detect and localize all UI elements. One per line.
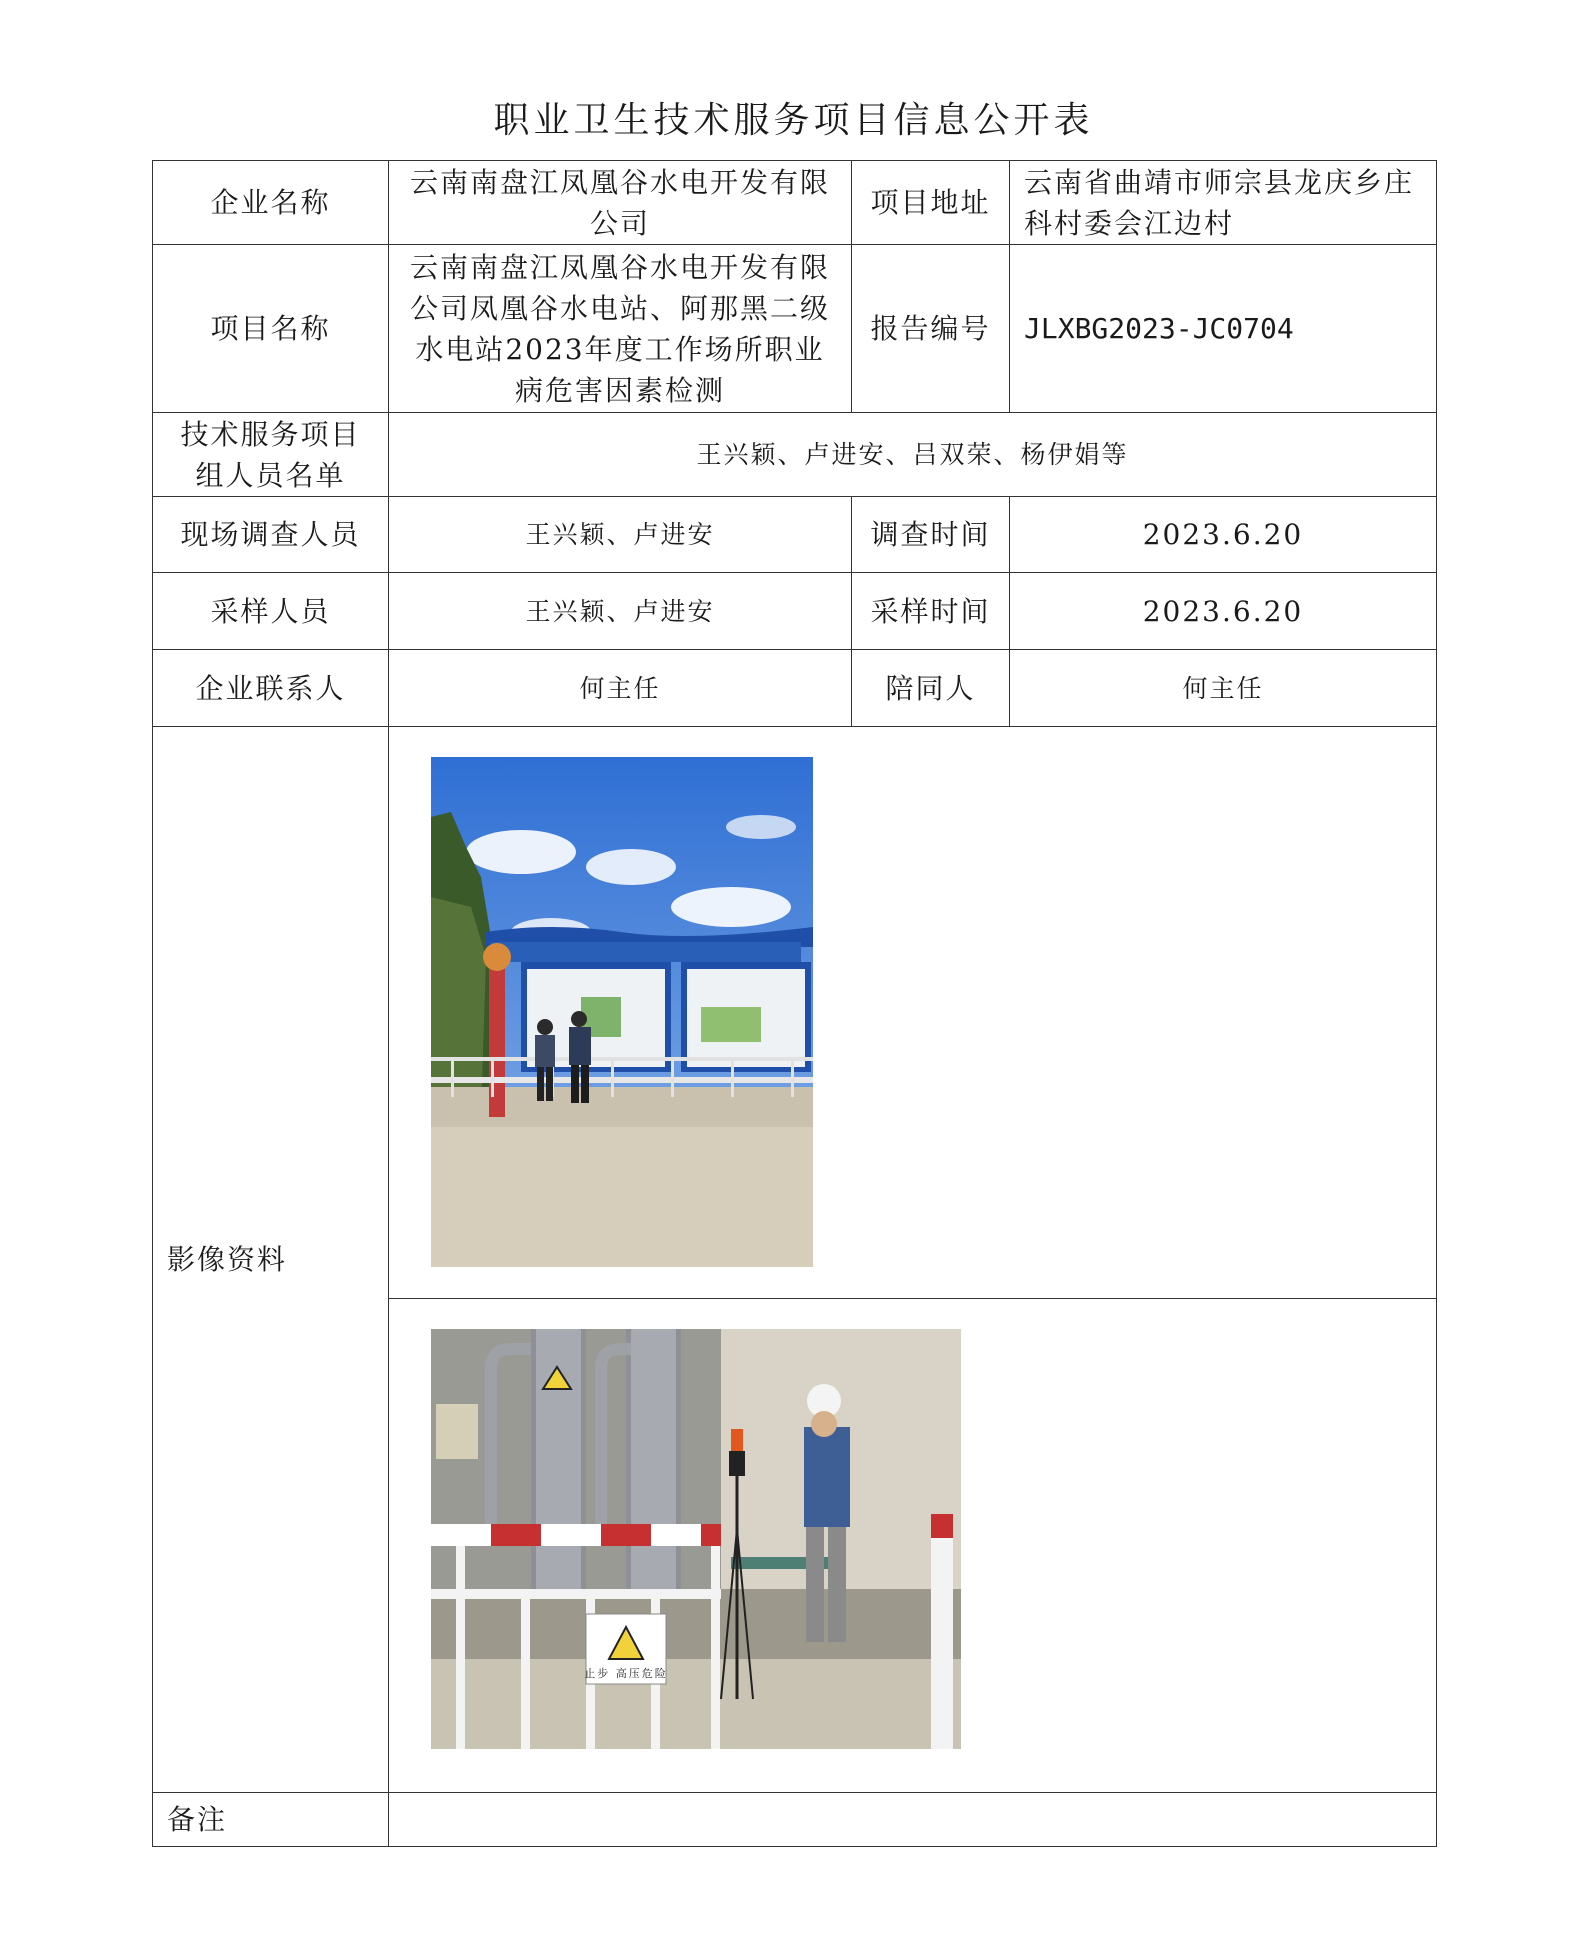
sampling-staff-label: 采样人员 [153,573,389,650]
row-remarks [153,1793,1437,1847]
team-label: 技术服务项目组人员名单 [153,413,389,497]
survey-staff-label: 现场调查人员 [153,497,389,573]
survey-time-value: 2023.6.20 [1010,497,1437,573]
warning-sign-text: 止步 高压危险 [584,1667,668,1680]
row-project [153,245,1437,413]
photo-cell-2 [389,1299,1437,1793]
project-name-label: 项目名称 [153,245,389,413]
team-value: 王兴颖、卢进安、吕双荣、杨伊娟等 [389,413,1437,497]
escort-label: 陪同人 [852,650,1010,727]
row-team [153,413,1437,497]
row-sampling [153,573,1437,650]
contact-label: 企业联系人 [153,650,389,727]
sampling-time-label: 采样时间 [852,573,1010,650]
survey-staff-value: 王兴颖、卢进安 [389,497,852,573]
escort-value: 何主任 [1010,650,1437,727]
sampling-time-value: 2023.6.20 [1010,573,1437,650]
survey-time-label: 调查时间 [852,497,1010,573]
row-contact [153,650,1437,727]
report-no-label: 报告编号 [852,245,1010,413]
project-address-label: 项目地址 [852,161,1010,245]
project-name-value: 云南南盘江凤凰谷水电开发有限公司凤凰谷水电站、阿那黑二级水电站2023年度工作场所职业病危害因素检测 [389,245,852,413]
info-table [152,160,1437,1847]
remarks-label: 备注 [153,1793,389,1847]
contact-value: 何主任 [389,650,852,727]
row-survey [153,497,1437,573]
row-images-1 [153,727,1437,1299]
photo-cell-1 [389,727,1437,1299]
company-name-value: 云南南盘江凤凰谷水电开发有限公司 [389,161,852,245]
document-title: 职业卫生技术服务项目信息公开表 [493,100,1094,141]
report-no-value: JLXBG2023-JC0704 [1010,245,1437,413]
photo-substation-measurement [431,1329,961,1749]
company-name-label: 企业名称 [153,161,389,245]
sampling-staff-value: 王兴颖、卢进安 [389,573,852,650]
project-address-value: 云南省曲靖市师宗县龙庆乡庄科村委会江边村 [1010,161,1437,245]
remarks-value [389,1793,1437,1847]
photo-board-site [431,757,813,1267]
images-label: 影像资料 [153,727,389,1793]
row-company [153,161,1437,245]
